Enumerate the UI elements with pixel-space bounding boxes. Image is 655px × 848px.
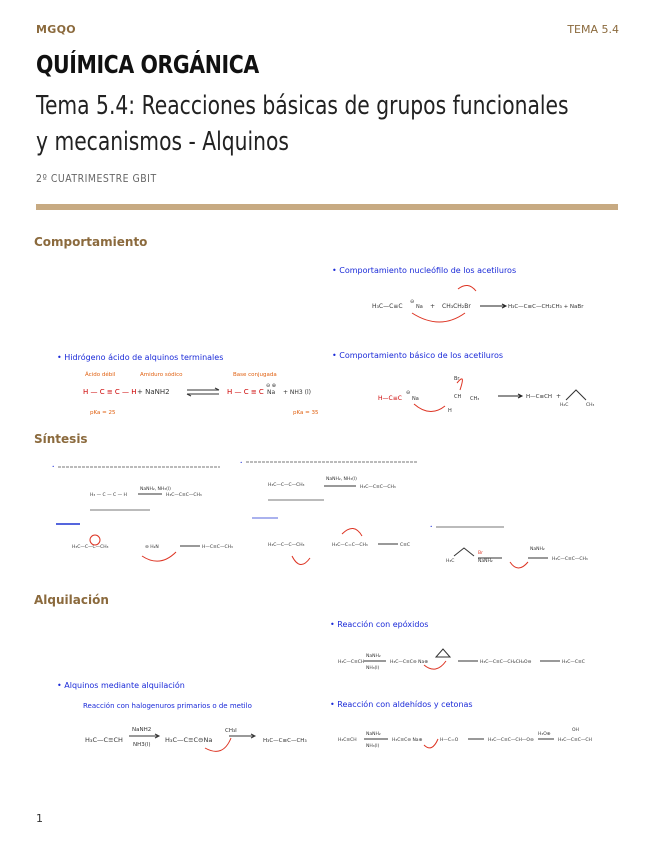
reaction-scheme (330, 277, 600, 347)
svg-text:H — C ≡ C — H: H — C ≡ C — H (83, 388, 137, 396)
figure-synthesis-2 (238, 456, 424, 576)
svg-text:H₃C—C≡C⊖Na: H₃C—C≡C⊖Na (165, 736, 213, 744)
svg-text:NH₃(l): NH₃(l) (366, 744, 380, 749)
figure-caption: • Comportamiento nucleófilo de los acetiluros (332, 266, 516, 275)
page-number: 1 (36, 812, 43, 825)
svg-text:+: + (556, 393, 562, 400)
svg-text:⊖: ⊖ (406, 390, 411, 396)
svg-text:NH₃(l): NH₃(l) (366, 666, 380, 671)
pka-nh3: pKa = 35 (293, 410, 319, 416)
svg-text:NaNH₂, NH₃(l): NaNH₂, NH₃(l) (140, 487, 171, 492)
figure-subcaption: Reacción con halogenuros primarios o de metilo (83, 702, 252, 710)
svg-text:H₃C—C≡C: H₃C—C≡C (562, 660, 585, 665)
semester-label: 2º CUATRIMESTRE GBIT (36, 172, 157, 185)
svg-text:H₃C—C—C—CH₃: H₃C—C—C—CH₃ (268, 483, 305, 488)
svg-text:CH₃CH₂Br: CH₃CH₂Br (442, 303, 471, 310)
figure-caption: • Reacción con epóxidos (330, 620, 428, 629)
svg-text:H₃C—C≡C—CH₂CH₃ + NaBr: H₃C—C≡C—CH₂CH₃ + NaBr (508, 304, 584, 310)
svg-text:H₃C—C≡CH: H₃C—C≡CH (85, 736, 123, 744)
svg-text:CH₃: CH₃ (586, 403, 595, 408)
svg-text:H₃C≡C⊖ Na⊕: H₃C≡C⊖ Na⊕ (392, 738, 423, 743)
svg-text:NaNH₂: NaNH₂ (366, 654, 381, 659)
header-divider (36, 204, 618, 210)
svg-text:NaNH₂: NaNH₂ (478, 559, 493, 564)
section-sintesis: Síntesis (34, 432, 88, 446)
svg-text:Na: Na (412, 396, 419, 402)
reagent-label: NaNH2 (132, 727, 152, 733)
svg-text:•: • (240, 460, 243, 465)
svg-text:H₃C—C≡C—CH₃: H₃C—C≡C—CH₃ (552, 557, 588, 562)
figure-synthesis-3 (428, 518, 606, 576)
reaction-scheme (328, 629, 606, 683)
document-header-right: TEMA 5.4 (567, 23, 619, 36)
svg-text:Br: Br (454, 376, 460, 382)
reaction-scheme (328, 709, 606, 757)
svg-text:H₃C—C≡CH: H₃C—C≡CH (338, 660, 365, 665)
section-alquilacion: Alquilación (34, 593, 109, 607)
svg-text:NaNH₂, NH₃(l): NaNH₂, NH₃(l) (326, 477, 357, 482)
figure-caption: • Alquinos mediante alquilación (57, 681, 185, 690)
svg-text:⊖: ⊖ (410, 299, 415, 305)
svg-text:H₃C—C≡C—CH₃: H₃C—C≡C—CH₃ (166, 493, 202, 498)
reagent-nanh2: + NaNH2 (137, 388, 170, 396)
svg-text:H₃ — C — C — H: H₃ — C — C — H (90, 493, 127, 498)
label-acid: Ácido débil (85, 372, 116, 378)
svg-text:+: + (430, 303, 436, 310)
svg-text:H₂C: H₂C (560, 403, 569, 408)
svg-text:H₃C—C≡C—CH₂CH₂O⊖: H₃C—C≡C—CH₂CH₂O⊖ (480, 660, 532, 665)
svg-text:H₃C—C≡C⊖ Na⊕: H₃C—C≡C⊖ Na⊕ (390, 660, 428, 665)
svg-text:H₃C—C≡C: H₃C—C≡C (372, 303, 403, 310)
label-base: Base conjugada (233, 372, 277, 378)
product-nh3: + NH3 (l) (283, 389, 312, 396)
reaction-scheme (55, 362, 335, 420)
reaction-scheme (50, 460, 235, 575)
svg-text:H—C=O: H—C=O (440, 738, 459, 743)
svg-text:H: H (448, 408, 452, 414)
reaction-scheme (330, 360, 605, 420)
svg-text:H₃C—C≡C—CH₃: H₃C—C≡C—CH₃ (263, 738, 307, 744)
figure-synthesis-1 (50, 460, 235, 575)
document-title: QUÍMICA ORGÁNICA (36, 50, 259, 79)
reaction-scheme (428, 518, 606, 576)
svg-text:Br: Br (478, 551, 483, 556)
svg-text:H₃C—C—C—CH₃: H₃C—C—C—CH₃ (72, 545, 109, 550)
svg-text:H₃C—C=C—CH₃: H₃C—C=C—CH₃ (332, 543, 368, 548)
svg-text:H—C≡C—CH₃: H—C≡C—CH₃ (202, 545, 233, 550)
svg-text:•: • (52, 464, 55, 469)
figure-caption: • Hidrógeno ácido de alquinos terminales (57, 353, 223, 362)
svg-text:H—C≡CH: H—C≡CH (526, 394, 553, 400)
reaction-scheme (238, 456, 424, 576)
svg-text:Na: Na (416, 304, 423, 310)
figure-basic (330, 348, 605, 420)
svg-text:⊖ H₂N: ⊖ H₂N (145, 545, 159, 550)
solvent-label: NH3(l) (133, 742, 151, 748)
svg-text:•: • (430, 524, 433, 529)
figure-caption: • Comportamiento básico de los acetiluros (332, 351, 503, 360)
document-header-left: MGQO (36, 23, 76, 36)
svg-text:H₃C: H₃C (446, 559, 455, 564)
reaction-scheme (55, 712, 330, 762)
svg-text:H₃C—C≡C—CH₃: H₃C—C≡C—CH₃ (360, 485, 396, 490)
svg-text:H — C ≡ C: H — C ≡ C (227, 388, 264, 396)
svg-text:H₃C—C≡C—CH—O⊖: H₃C—C≡C—CH—O⊖ (488, 738, 534, 743)
svg-text:NaNH₂: NaNH₂ (530, 547, 545, 552)
svg-text:H₃C≡CH: H₃C≡CH (338, 738, 357, 743)
figure-epoxides (328, 617, 606, 683)
svg-text:H₃O⊕: H₃O⊕ (538, 732, 551, 737)
svg-text:NaNH₂: NaNH₂ (366, 732, 381, 737)
svg-text:H₃C—C≡C—CH: H₃C—C≡C—CH (558, 738, 592, 743)
figure-nucleophile (330, 263, 600, 343)
figure-acidic-hydrogen (55, 350, 325, 420)
svg-text:H—C≡C: H—C≡C (378, 395, 402, 402)
svg-text:CH: CH (454, 394, 462, 400)
section-comportamiento: Comportamiento (34, 235, 148, 249)
svg-text:CH₃I: CH₃I (225, 728, 237, 734)
svg-text:Na: Na (267, 389, 276, 396)
svg-text:OH: OH (572, 728, 579, 733)
document-subtitle: Tema 5.4: Reacciones básicas de grupos funcionales y mecanismos - Alquinos (36, 91, 569, 157)
figure-alkylation (55, 678, 325, 758)
pka-acid: pKa = 25 (90, 410, 116, 416)
svg-text:C≡C: C≡C (400, 543, 411, 548)
svg-text:CH₃: CH₃ (470, 396, 480, 402)
svg-text:Amiduro sódico: Amiduro sódico (140, 372, 183, 378)
svg-text:H₃C—C—C—CH₃: H₃C—C—C—CH₃ (268, 543, 305, 548)
svg-text:⊖ ⊕: ⊖ ⊕ (266, 383, 276, 389)
figure-aldehydes (328, 697, 606, 757)
figure-caption: • Reacción con aldehídos y cetonas (330, 700, 473, 709)
